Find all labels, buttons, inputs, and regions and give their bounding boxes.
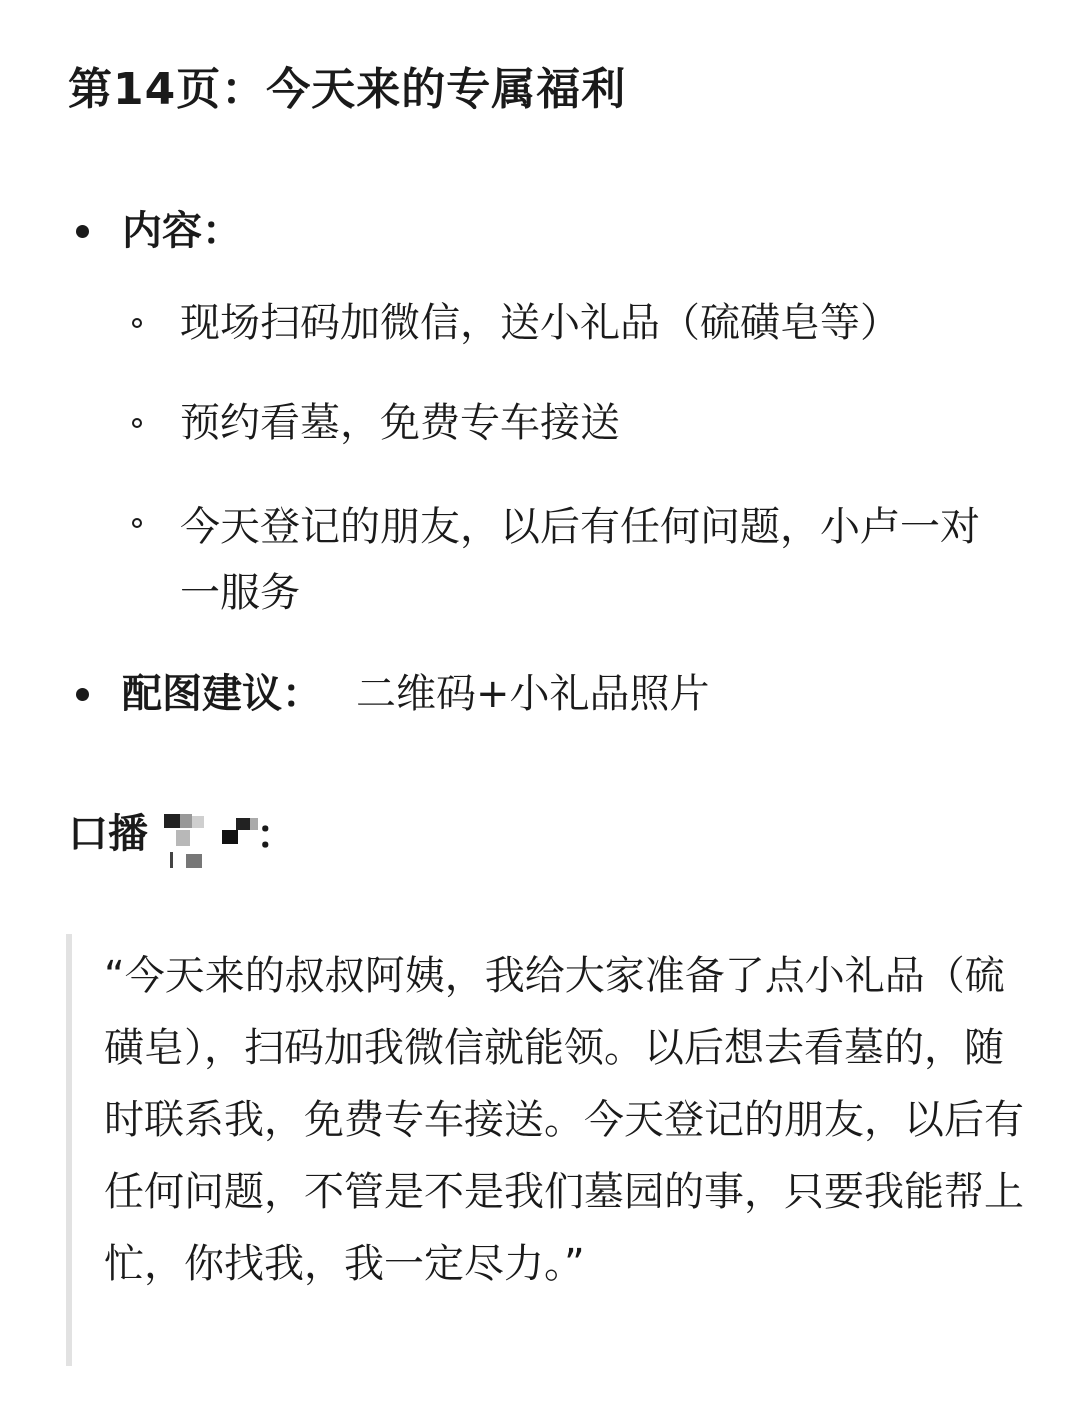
content-item-2: 预约看墓，免费专车接送 bbox=[180, 400, 620, 446]
bullet-content bbox=[76, 225, 89, 238]
sub-bullet-1 bbox=[132, 318, 142, 328]
content-label: 内容： bbox=[122, 208, 242, 254]
image-suggestion-label: 配图建议： bbox=[122, 671, 322, 717]
page-title: 第14页：今天来的专属福利 bbox=[68, 64, 627, 115]
content-item-3: 今天登记的朋友，以后有任何问题，小卢一对一服务 bbox=[180, 504, 980, 616]
broadcast-heading-colon: ： bbox=[256, 812, 296, 858]
bullet-image-suggestion bbox=[76, 688, 89, 701]
image-suggestion-value: 二维码+小礼品照片 bbox=[356, 671, 710, 717]
content-item-1: 现场扫码加微信，送小礼品（硫磺皂等） bbox=[180, 300, 900, 346]
broadcast-heading: 口播 bbox=[68, 811, 148, 857]
sub-bullet-3 bbox=[132, 518, 142, 528]
broadcast-quote: “今天来的叔叔阿姨，我给大家准备了点小礼品（硫磺皂），扫码加我微信就能领。以后想去看墓的，随时联系我，免费专车接送。今天登记的朋友，以后有任何问题，不管是不是我们墓园的事，只要我能帮上忙，你找我，我一定尽力。” bbox=[104, 953, 1024, 1287]
sub-bullet-2 bbox=[132, 418, 142, 428]
quote-bar bbox=[66, 934, 72, 1366]
redaction-mosaic bbox=[160, 808, 270, 870]
